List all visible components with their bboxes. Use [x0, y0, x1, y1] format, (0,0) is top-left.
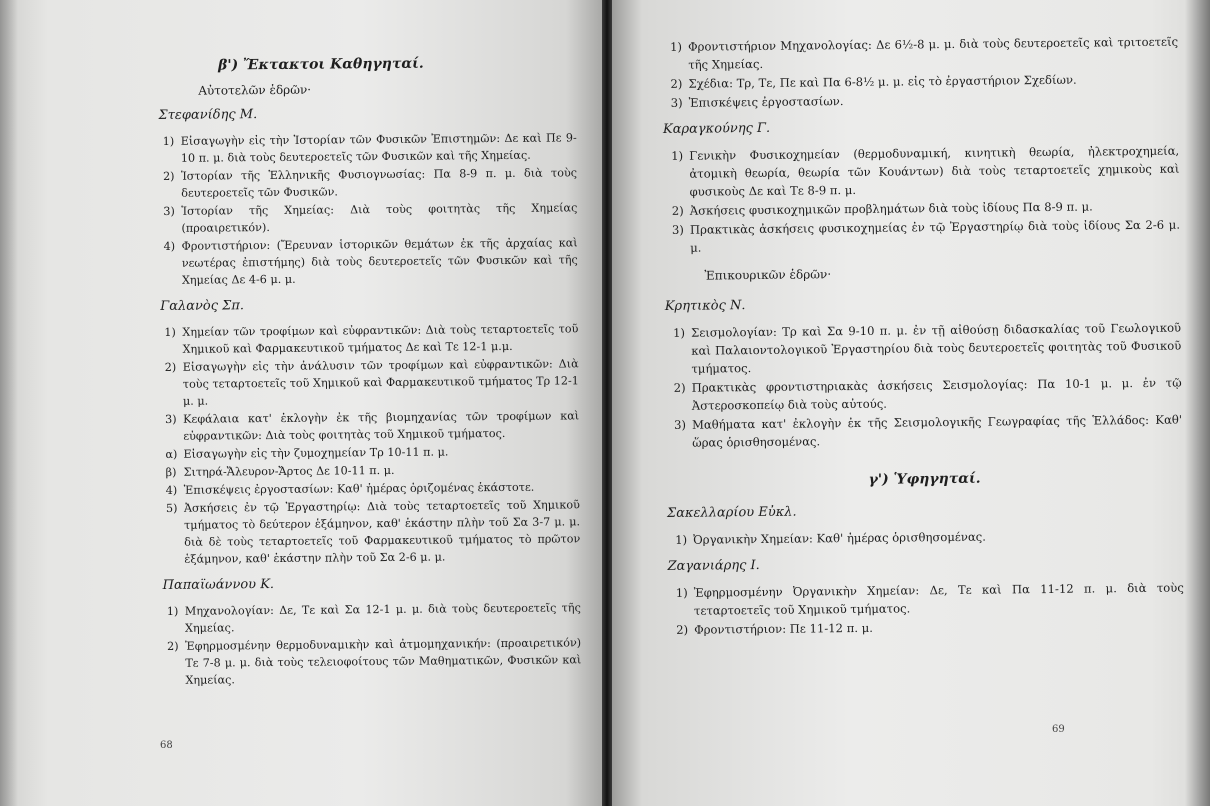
list-item: [159, 199, 577, 237]
item-text: Ἱστορίαν τῆς Ἑλληνικῆς Φυσιογνωσίας: Πα 8-9 π. μ. διὰ τοὺς δευτεροετεῖς τῶν Φυσικῶν.: [180, 166, 578, 200]
item-text: Σχέδια: Τρ, Τε, Πε καὶ Πα 6-8½ μ. μ. εἰς τὸ ἐργαστήριον Σχεδίων.: [688, 72, 1077, 91]
professor-block: [667, 554, 1184, 639]
item-text: Μηχανολογίαν: Δε, Τε καὶ Σα 12-1 μ. μ. διὰ τοὺς δευτεροετεῖς τῆς Χημείας.: [184, 601, 581, 635]
item-text: Χημείαν τῶν τροφίμων καὶ εὐφραντικῶν: Διὰ τοὺς τεταρτοετεῖς τοῦ Χημικοῦ καὶ Φαρμακευτικοῦ τμήματος Δε καὶ Τε 12-1 μ.μ.: [182, 322, 579, 356]
item-text: Ἐπισκέψεις ἐργοστασίων.: [688, 94, 844, 110]
list-item: [159, 164, 577, 202]
item-text: Κεφάλαια κατ' ἐκλογὴν ἐκ τῆς βιομηχανίας τῶν τροφίμων καὶ εὐφραντικῶν: Διὰ τοὺς φοιτητὰς τοῦ Χημικοῦ τμήματος.: [183, 409, 580, 443]
item-number: 5): [165, 501, 178, 515]
page-number-left: 68: [160, 740, 173, 751]
item-number: 1): [673, 325, 686, 340]
list-item: [163, 599, 581, 637]
item-number: 3): [673, 417, 687, 432]
section-title-extraordinary: β') Ἔκτακτοι Καθηγηταί.: [217, 55, 424, 74]
item-text: Ἀσκήσεις φυσικοχημικῶν προβλημάτων διὰ τοὺς ἰδίους Πα 8-9 π. μ.: [689, 199, 1093, 218]
item-text: Ἐφηρμοσμένην θερμοδυναμικὴν καὶ ἀτμομηχανικήν: (προαιρετικόν) Τε 7-8 μ. μ. διὰ τοὺς τελειοφοίτους τῶν Μαθηματικῶν, Φυσικῶν καὶ Χημείας.: [185, 636, 582, 687]
professor-block: [667, 501, 1183, 549]
item-text: Πρακτικὰς φροντιστηριακὰς ἀσκήσεις Σεισμολογίας: Πα 10-1 μ. μ. ἐν τῷ Ἀστεροσκοπείῳ διὰ τοὺς αὐτούς.: [691, 375, 1182, 413]
item-number: 3): [670, 95, 683, 110]
item-text: Εἰσαγωγὴν εἰς τὴν ἀνάλυσιν τῶν τροφίμων καὶ εὐφραντικῶν: Διὰ τοὺς τεταρτοετεῖς τοῦ Χημικοῦ καὶ Φαρμακευτικοῦ τμήματος Τρ 12-1 μ. μ.: [182, 357, 579, 408]
item-number: 4): [165, 483, 178, 497]
list-item: [662, 33, 1178, 74]
item-number: 3): [163, 204, 175, 218]
list-item: [161, 407, 579, 445]
item-number: 1): [162, 134, 175, 148]
professor-name: Παπαϊωάννου Κ.: [162, 577, 275, 593]
professor-block: [663, 117, 1180, 257]
professor-name: Γαλανὸς Σπ.: [160, 298, 245, 314]
page-number-right: 69: [1052, 724, 1065, 735]
course-list: [159, 129, 578, 289]
item-text: Σιτηρά-Ἄλευρον-Ἄρτος Δε 10-11 π. μ.: [183, 463, 395, 479]
professor-block: [160, 295, 580, 568]
right-shadow: [1185, 0, 1210, 806]
professor-name: Ζαγανιάρης Ι.: [667, 558, 760, 574]
item-text: Ἱστορίαν τῆς Χημείας: Διὰ τοὺς φοιτητὰς τῆς Χημείας (προαιρετικόν).: [181, 201, 578, 235]
item-number: 1): [164, 325, 176, 339]
item-text: Ὀργανικὴν Χημείαν: Καθ' ἡμέρας ὁρισθησομένας.: [693, 529, 987, 547]
list-item: [668, 579, 1184, 620]
professor-block: [158, 104, 578, 289]
list-item: [666, 374, 1182, 415]
professor-block: [665, 294, 1183, 452]
item-text: Φροντιστήριον: Πε 11-12 π. μ.: [694, 620, 873, 637]
list-item: [664, 216, 1180, 257]
item-number: 3): [671, 222, 684, 237]
item-number: 1): [166, 604, 179, 618]
item-number: 2): [671, 203, 684, 218]
item-text: Ἐφηρμοσμένην Ὀργανικὴν Χημείαν: Δε, Τε καὶ Πα 11-12 π. μ. διὰ τοὺς τεταρτοετεῖς τοῦ Χημικοῦ τμήματος.: [693, 580, 1184, 618]
item-number: 4): [163, 239, 176, 253]
professor-block: [163, 574, 582, 689]
subhead-auxiliary-chairs: Ἐπικουρικῶν ἑδρῶν·: [704, 267, 832, 283]
course-list: [163, 599, 582, 689]
item-number: 2): [670, 76, 683, 91]
item-text: Μαθήματα κατ' ἐκλογὴν ἐκ τῆς Σεισμολογικῆς Γεωγραφίας τῆς Ἑλλάδος: Καθ' ὥρας ὁρισθησομένας.: [691, 412, 1183, 450]
item-text: Πρακτικὰς ἀσκήσεις φυσικοχημείας ἐν τῷ Ἐργαστηρίῳ διὰ τοὺς ἰδίους Σα 2-6 μ. μ.: [689, 217, 1181, 255]
item-number: 1): [670, 39, 683, 54]
list-item: [162, 496, 581, 568]
left-text-column: [158, 54, 581, 690]
list-item: [666, 411, 1182, 452]
list-item: [667, 526, 1183, 549]
list-item: [665, 319, 1182, 378]
item-text: Εἰσαγωγὴν εἰς τὴν ζυμοχημείαν Τρ 10-11 π. μ.: [183, 445, 449, 461]
course-list: [667, 526, 1183, 549]
course-list: [662, 33, 1179, 112]
list-item: [161, 355, 579, 410]
item-number: 2): [164, 360, 177, 374]
item-number: 2): [167, 639, 179, 653]
item-text: Φροντιστήριον: (Ἔρευναν ἱστορικῶν θεμάτων ἐκ τῆς ἀρχαίας καὶ νεωτέρας ἐπιστήμης) διὰ τοὺς δευτεροετεῖς τῶν Φυσικῶν καὶ τῆς Χημείας Δε 4-6 μ. μ.: [181, 236, 578, 287]
item-number: 2): [673, 380, 686, 395]
item-number: β): [165, 465, 177, 479]
subhead-autonomous-chairs: Αὐτοτελῶν ἑδρῶν·: [198, 82, 312, 98]
professor-name: Κρητικὸς Ν.: [664, 298, 746, 314]
course-list: [160, 320, 580, 568]
course-list: [665, 319, 1182, 452]
list-item: [160, 320, 578, 358]
item-number: 2): [162, 169, 175, 183]
item-number: 1): [675, 532, 688, 547]
course-list: [663, 142, 1180, 257]
professor-name: Σακελλαρίου Εὐκλ.: [666, 504, 797, 521]
item-text: Γενικὴν Φυσικοχημείαν (θερμοδυναμική, κινητικὴ θεωρία, ἠλεκτροχημεία, ἀτομικὴ θεωρία, θεωρία τῶν Κουάντων) διὰ τοὺς τεταρτοετεῖς χημικοὺς καὶ φυσικοὺς Δε καὶ Τε 8-9 π. μ.: [689, 143, 1180, 199]
list-item: [159, 129, 577, 167]
list-item: [163, 634, 581, 689]
course-list: [668, 579, 1185, 639]
item-number: 3): [165, 412, 177, 426]
item-text: Σεισμολογίαν: Τρ καὶ Σα 9-10 π. μ. ἐν τῇ αἰθούσῃ διδασκαλίας τοῦ Γεωλογικοῦ καὶ Παλαιοντολογικοῦ Ἐργαστηρίου διὰ τοὺς δευτεροετεῖς φοιτητὰς τοῦ Φυσικοῦ τμήματος.: [691, 320, 1182, 376]
list-item: [160, 234, 578, 289]
item-number: 1): [671, 148, 684, 163]
section-title-adjunct: γ') Ὑφηγηταί.: [868, 470, 981, 488]
item-text: Ἀσκήσεις ἐν τῷ Ἐργαστηρίῳ: Διὰ τοὺς τεταρτοετεῖς τοῦ Χημικοῦ τμήματος τὸ δεύτερον ἑξάμηνον, καθ' ἑκάστην πλὴν τοῦ Σα 3-7 μ. μ. διὰ δὲ τοὺς τεταρτοετεῖς τοῦ Φαρμακευτικοῦ τμήματος τὸ πρῶτον ἑξάμηνον, καθ' ἑκάστην πλὴν τοῦ Σα 2-6 μ. μ.: [183, 498, 581, 566]
book-gutter: [602, 0, 612, 806]
right-page: [612, 0, 1210, 806]
item-number: 1): [675, 585, 688, 600]
left-shadow: [0, 0, 18, 806]
item-text: Φροντιστήριον Μηχανολογίας: Δε 6½-8 μ. μ. διὰ τοὺς δευτεροετεῖς καὶ τριτοετεῖς τῆς Χημείας.: [688, 34, 1179, 72]
professor-name: Στεφανίδης Μ.: [158, 107, 258, 123]
professor-name: Καραγκούνης Γ.: [662, 120, 771, 137]
left-page: [0, 0, 602, 806]
list-item: [663, 142, 1180, 201]
item-text: Εἰσαγωγὴν εἰς τὴν Ἱστορίαν τῶν Φυσικῶν Ἐπιστημῶν: Δε καὶ Πε 9-10 π. μ. διὰ τοὺς δευτεροετεῖς τῶν Φυσικῶν καὶ τῆς Χημείας.: [180, 131, 577, 165]
item-number: 2): [676, 622, 689, 637]
item-number: α): [165, 447, 178, 461]
item-text: Ἐπισκέψεις ἐργοστασίων: Καθ' ἡμέρας ὁριζομένας ἑκάστοτε.: [183, 480, 535, 497]
list-item: [161, 442, 579, 463]
right-text-column: [662, 33, 1184, 640]
